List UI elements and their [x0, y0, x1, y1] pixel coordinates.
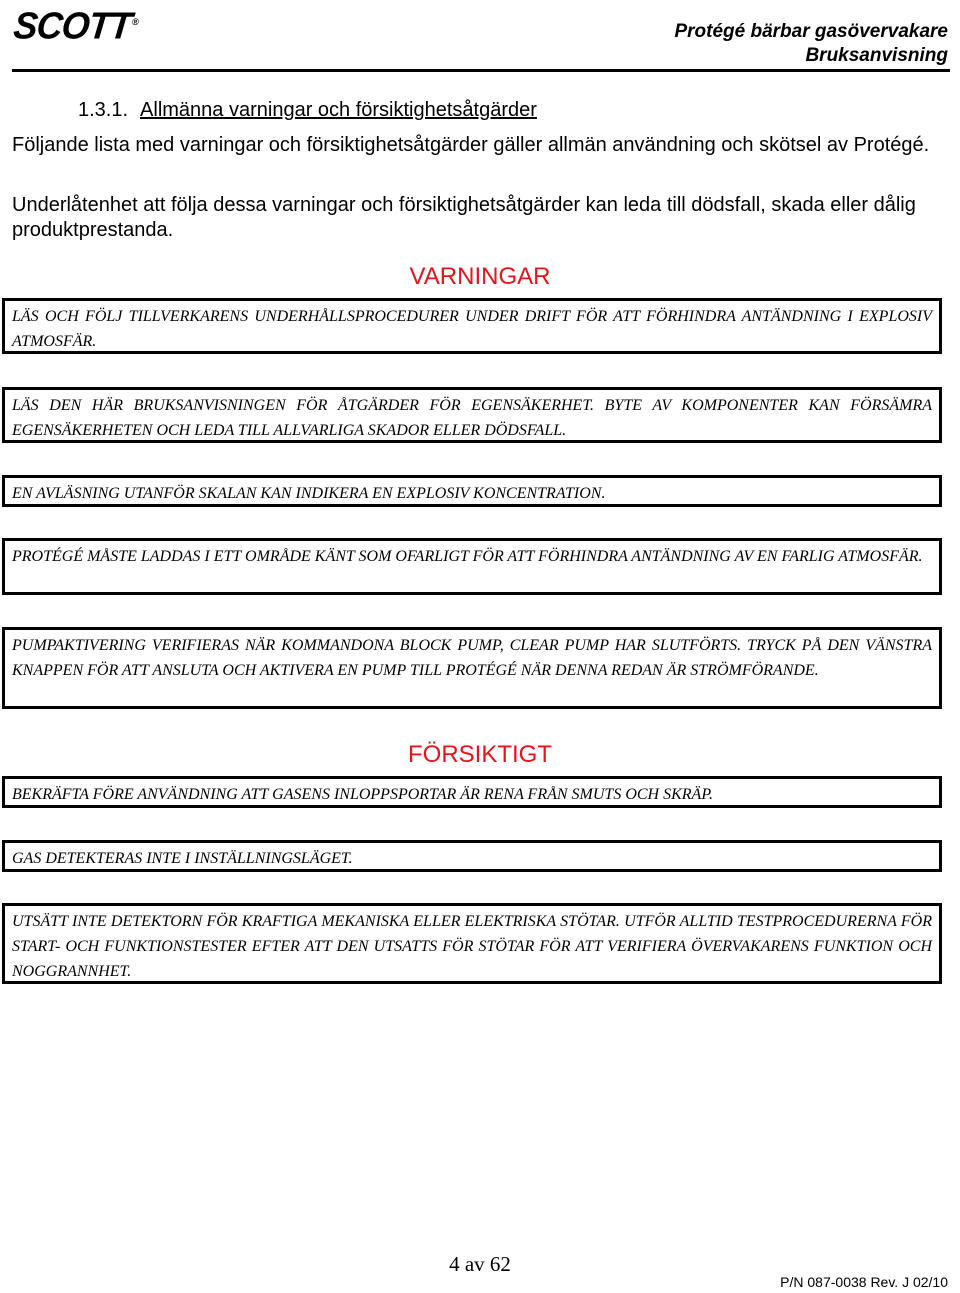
page-number: 4 av 62: [449, 1252, 511, 1276]
document-type: Bruksanvisning: [805, 45, 948, 66]
caution-text: BEKRÄFTA FÖRE ANVÄNDNING ATT GASENS INLOPPSPORTAR ÄR RENA FRÅN SMUTS OCH SKRÄP.: [12, 786, 714, 803]
warning-text: PUMPAKTIVERING VERIFIERAS NÄR KOMMANDONA BLOCK PUMP, CLEAR PUMP HAR SLUTFÖRTS. TRYCK PÅ DEN VÄNSTRA KNAPPEN FÖR ATT ANSLUTA OCH AKTIVERA EN PUMP TILL PROTÉGÉ NÄR DENNA REDAN ÄR STRÖMFÖRANDE.: [12, 637, 932, 679]
warning-text: LÄS OCH FÖLJ TILLVERKARENS UNDERHÅLLSPROCEDURER UNDER DRIFT FÖR ATT FÖRHINDRA ANTÄNDNING I EXPLOSIV ATMOSFÄR.: [12, 308, 932, 350]
caution-box: [2, 903, 942, 984]
warning-box: [2, 298, 942, 354]
intro-paragraph: Följande lista med varningar och försiktighetsåtgärder gäller allmän användning och skötsel av Protégé.: [12, 134, 930, 156]
section-heading: [78, 97, 537, 123]
caution-text: UTSÄTT INTE DETEKTORN FÖR KRAFTIGA MEKANISKA ELLER ELEKTRISKA STÖTAR. UTFÖR ALLTID TESTPROCEDURERNA FÖR START- OCH FUNKTIONSTESTER EFTER ATT DEN UTSATTS FÖR STÖTAR FÖR ATT VERIFIERA ÖVERVAKARENS FUNKTION OCH NOGGRANNHET.: [12, 913, 932, 980]
warning-text: EN AVLÄSNING UTANFÖR SKALAN KAN INDIKERA EN EXPLOSIV KONCENTRATION.: [12, 485, 606, 502]
scott-logo: SCOTT®: [11, 4, 139, 48]
warning-box: [2, 627, 942, 709]
warning-box: [2, 475, 942, 507]
warning-box: [2, 387, 942, 443]
product-name: Protégé bärbar gasövervakare: [674, 21, 948, 42]
section-number: 1.3.1.: [78, 99, 129, 121]
warnings-heading: VARNINGAR: [409, 263, 551, 290]
caution-box: [2, 840, 942, 872]
caution-box: [2, 776, 942, 808]
caution-text: GAS DETEKTERAS INTE I INSTÄLLNINGSLÄGET.: [12, 850, 353, 867]
warning-text: PROTÉGÉ MÅSTE LADDAS I ETT OMRÅDE KÄNT SOM OFARLIGT FÖR ATT FÖRHINDRA ANTÄNDNING AV EN FARLIG ATMOSFÄR.: [12, 548, 923, 565]
warning-box: [2, 538, 942, 595]
section-title: Allmänna varningar och försiktighetsåtgärder: [140, 99, 537, 121]
document-header-title: [674, 20, 948, 68]
part-number: P/N 087-0038 Rev. J 02/10: [780, 1274, 948, 1290]
warning-text: LÄS DEN HÄR BRUKSANVISNINGEN FÖR ÅTGÄRDER FÖR EGENSÄKERHET. BYTE AV KOMPONENTER KAN FÖRSÄMRA EGENSÄKERHETEN OCH LEDA TILL ALLVARLIGA SKADOR ELLER DÖDSFALL.: [12, 397, 932, 439]
header-divider: [12, 69, 950, 72]
intro-paragraph: Underlåtenhet att följa dessa varningar och försiktighetsåtgärder kan leda till dödsfall, skada eller dålig produktprestanda.: [12, 194, 916, 241]
caution-heading: FÖRSIKTIGT: [408, 741, 552, 768]
